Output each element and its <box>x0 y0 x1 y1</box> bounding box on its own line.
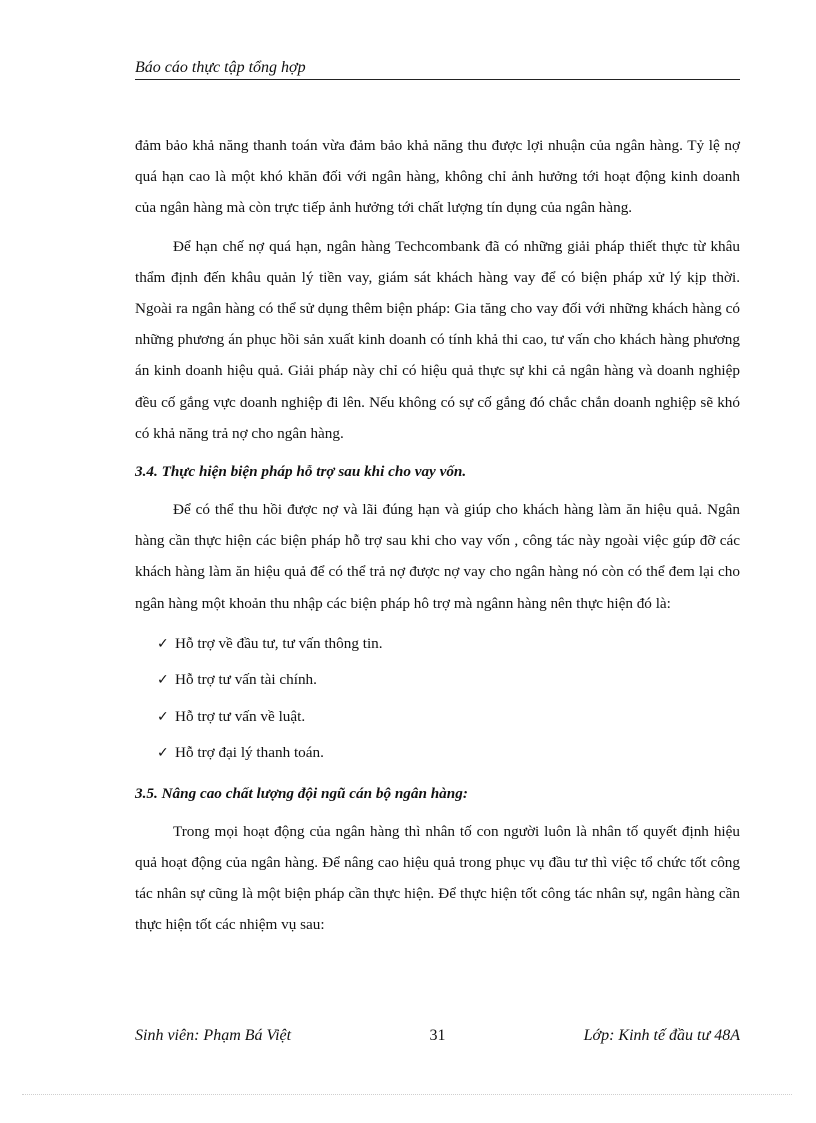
footer-student: Sinh viên: Phạm Bá Việt <box>135 1027 292 1044</box>
page-footer <box>135 1025 740 1049</box>
list-item-text: Hỗ trợ đại lý thanh toán. <box>175 744 324 762</box>
list-item <box>135 662 740 699</box>
list-item <box>135 626 740 663</box>
list-item-text: Hỗ trợ về đầu tư, tư vấn thông tin. <box>175 634 383 652</box>
list-item-text: Hỗ trợ tư vấn về luật. <box>175 707 306 725</box>
checkmark-icon: ✓ <box>157 745 169 762</box>
paragraph-1: đảm bảo khả năng thanh toán vừa đảm bảo khả năng thu được lợi nhuận của ngân hàng. Tỷ lệ nợ quá hạn cao là một khó khăn đối với ngân hàng, không chỉ ảnh hưởng tới hoạt động kinh doanh của ngân hàng mà còn trực tiếp ảnh hưởng tới chất lượng tín dụng của ngân hàng. <box>135 137 740 217</box>
list-item-text: Hỗ trợ tư vấn tài chính. <box>175 671 317 689</box>
paragraph-2: Để hạn chế nợ quá hạn, ngân hàng Techcombank đã có những giải pháp thiết thực từ khâu thẩm định đến khâu quản lý tiền vay, giám sát khách hàng vay để có biện pháp xử lý kịp thời. Ngoài ra ngân hàng có thể sử dụng thêm biện pháp: Gia tăng cho vay đối với những khách hàng có những phương án phục hồi sản xuất kinh doanh có tính khả thi cao, tư vấn cho khách hàng phương án kinh doanh hiệu quả. Giải pháp này chỉ có hiệu quả thực sự khi cả ngân hàng và doanh nghiệp đều cố gắng vực doanh nghiệp đi lên. Nếu không có sự cố gắng đó chắc chắn doanh nghiệp sẽ khó có khả năng trả nợ cho ngân hàng. <box>135 237 740 442</box>
paragraph-3: Để có thể thu hồi được nợ và lãi đúng hạn và giúp cho khách hàng làm ăn hiệu quả. Ngân hàng cần thực hiện các biện pháp hỗ trợ sau khi cho vay vốn , công tác này ngoài việc gúp đỡ các khách hàng làm ăn hiệu quả để có thể trả nợ được nợ vay cho ngân hàng nó còn có thể đem lại cho ngân hàng một khoản thu nhập các biện pháp hô trợ mà ngânn hàng nên thực hiện đó là: <box>135 501 740 612</box>
checkmark-icon: ✓ <box>157 708 169 725</box>
section-heading-3-4: 3.4. Thực hiện biện pháp hỗ trợ sau khi cho vay vốn. <box>135 463 467 481</box>
paragraph-4: Trong mọi hoạt động của ngân hàng thì nhân tố con người luôn là nhân tố quyết định hiệu quả hoạt động của ngân hàng. Để nâng cao hiệu quả trong phục vụ đầu tư thì việc tổ chức tốt công tác nhân sự cũng là một biện pháp cần thực hiện. Để thực hiện tốt công tác nhân sự, ngân hàng cần thực hiện tốt các nhiệm vụ sau: <box>135 822 740 934</box>
list-item <box>135 699 740 736</box>
checkmark-icon: ✓ <box>157 672 169 689</box>
footer-class: Lớp: Kinh tế đầu tư 48A <box>583 1027 740 1044</box>
support-measures-list <box>135 626 740 772</box>
page-content <box>135 130 740 948</box>
page-number: 31 <box>429 1027 446 1044</box>
page-header: Báo cáo thực tập tổng hợp <box>135 58 740 80</box>
page-bottom-divider <box>22 1094 792 1095</box>
list-item <box>135 735 740 772</box>
section-heading-3-5: 3.5. Nâng cao chất lượng đội ngũ cán bộ ngân hàng: <box>135 784 468 802</box>
checkmark-icon: ✓ <box>157 635 169 652</box>
